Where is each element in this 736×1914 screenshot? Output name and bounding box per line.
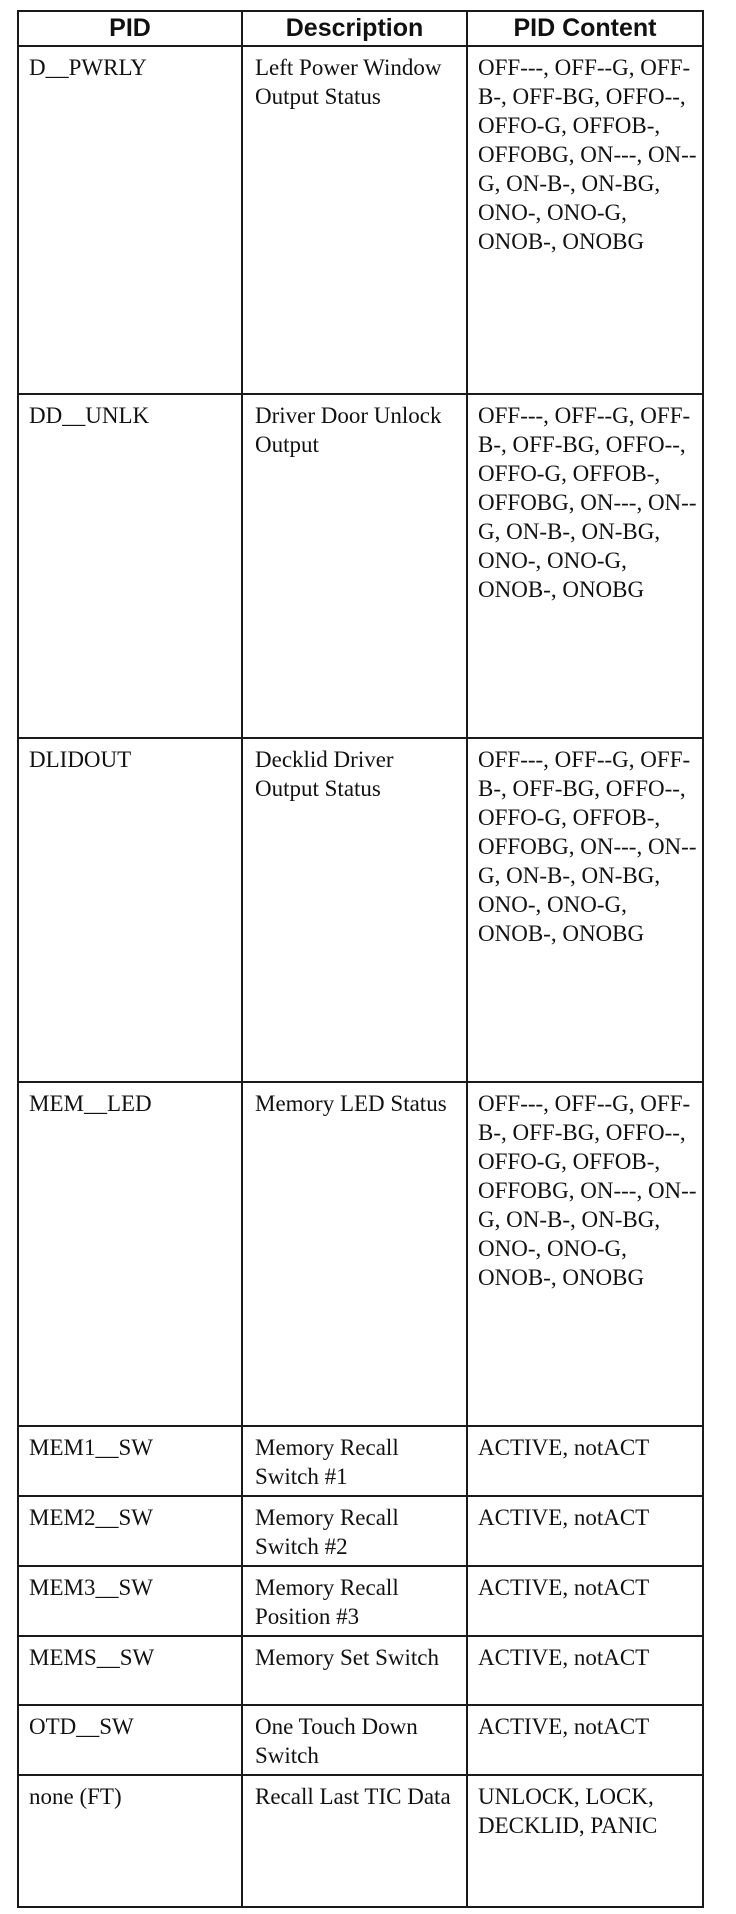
- table-row: [18, 738, 703, 1082]
- pid-content-cell: ACTIVE, notACT: [467, 1705, 703, 1775]
- pid-content-cell: OFF---, OFF--G, OFF-B-, OFF-BG, OFFO--, OFFO-G, OFFOB-, OFFOBG, ON---, ON--G, ON-B-, ON-BG, ONO-, ONO-G, ONOB-, ONOBG: [467, 394, 703, 738]
- table-row: [18, 1775, 703, 1907]
- column-header-pid-content: PID Content: [467, 11, 703, 46]
- pid-cell: MEM2__SW: [18, 1496, 242, 1566]
- pid-content-cell: OFF---, OFF--G, OFF-B-, OFF-BG, OFFO--, OFFO-G, OFFOB-, OFFOBG, ON---, ON--G, ON-B-, ON-BG, ONO-, ONO-G, ONOB-, ONOBG: [467, 738, 703, 1082]
- description-cell: One Touch Down Switch: [242, 1705, 467, 1775]
- pid-cell: MEM1__SW: [18, 1426, 242, 1496]
- pid-cell: D__PWRLY: [18, 46, 242, 394]
- table-row: [18, 1496, 703, 1566]
- pid-table: [17, 10, 704, 1908]
- table-row: [18, 1566, 703, 1636]
- description-cell: Memory Recall Position #3: [242, 1566, 467, 1636]
- pid-content-cell: UNLOCK, LOCK, DECKLID, PANIC: [467, 1775, 703, 1907]
- pid-table-page: [17, 10, 702, 1908]
- pid-cell: MEM__LED: [18, 1082, 242, 1426]
- table-row: [18, 1426, 703, 1496]
- pid-content-cell: OFF---, OFF--G, OFF-B-, OFF-BG, OFFO--, OFFO-G, OFFOB-, OFFOBG, ON---, ON--G, ON-B-, ON-BG, ONO-, ONO-G, ONOB-, ONOBG: [467, 46, 703, 394]
- pid-content-cell: OFF---, OFF--G, OFF-B-, OFF-BG, OFFO--, OFFO-G, OFFOB-, OFFOBG, ON---, ON--G, ON-B-, ON-BG, ONO-, ONO-G, ONOB-, ONOBG: [467, 1082, 703, 1426]
- description-cell: Memory LED Status: [242, 1082, 467, 1426]
- pid-content-cell: ACTIVE, notACT: [467, 1496, 703, 1566]
- pid-cell: DLIDOUT: [18, 738, 242, 1082]
- description-cell: Driver Door Unlock Output: [242, 394, 467, 738]
- description-cell: Memory Recall Switch #1: [242, 1426, 467, 1496]
- table-row: [18, 46, 703, 394]
- pid-content-cell: ACTIVE, notACT: [467, 1426, 703, 1496]
- description-cell: Decklid Driver Output Status: [242, 738, 467, 1082]
- pid-content-cell: ACTIVE, notACT: [467, 1636, 703, 1705]
- description-cell: Memory Set Switch: [242, 1636, 467, 1705]
- description-cell: Memory Recall Switch #2: [242, 1496, 467, 1566]
- pid-cell: DD__UNLK: [18, 394, 242, 738]
- pid-cell: MEM3__SW: [18, 1566, 242, 1636]
- pid-cell: OTD__SW: [18, 1705, 242, 1775]
- table-row: [18, 394, 703, 738]
- pid-cell: MEMS__SW: [18, 1636, 242, 1705]
- column-header-description: Description: [242, 11, 467, 46]
- description-cell: Recall Last TIC Data: [242, 1775, 467, 1907]
- pid-content-cell: ACTIVE, notACT: [467, 1566, 703, 1636]
- table-row: [18, 1082, 703, 1426]
- pid-cell: none (FT): [18, 1775, 242, 1907]
- table-row: [18, 1636, 703, 1705]
- table-row: [18, 1705, 703, 1775]
- table-header-row: [18, 11, 703, 46]
- column-header-pid: PID: [18, 11, 242, 46]
- description-cell: Left Power Window Output Status: [242, 46, 467, 394]
